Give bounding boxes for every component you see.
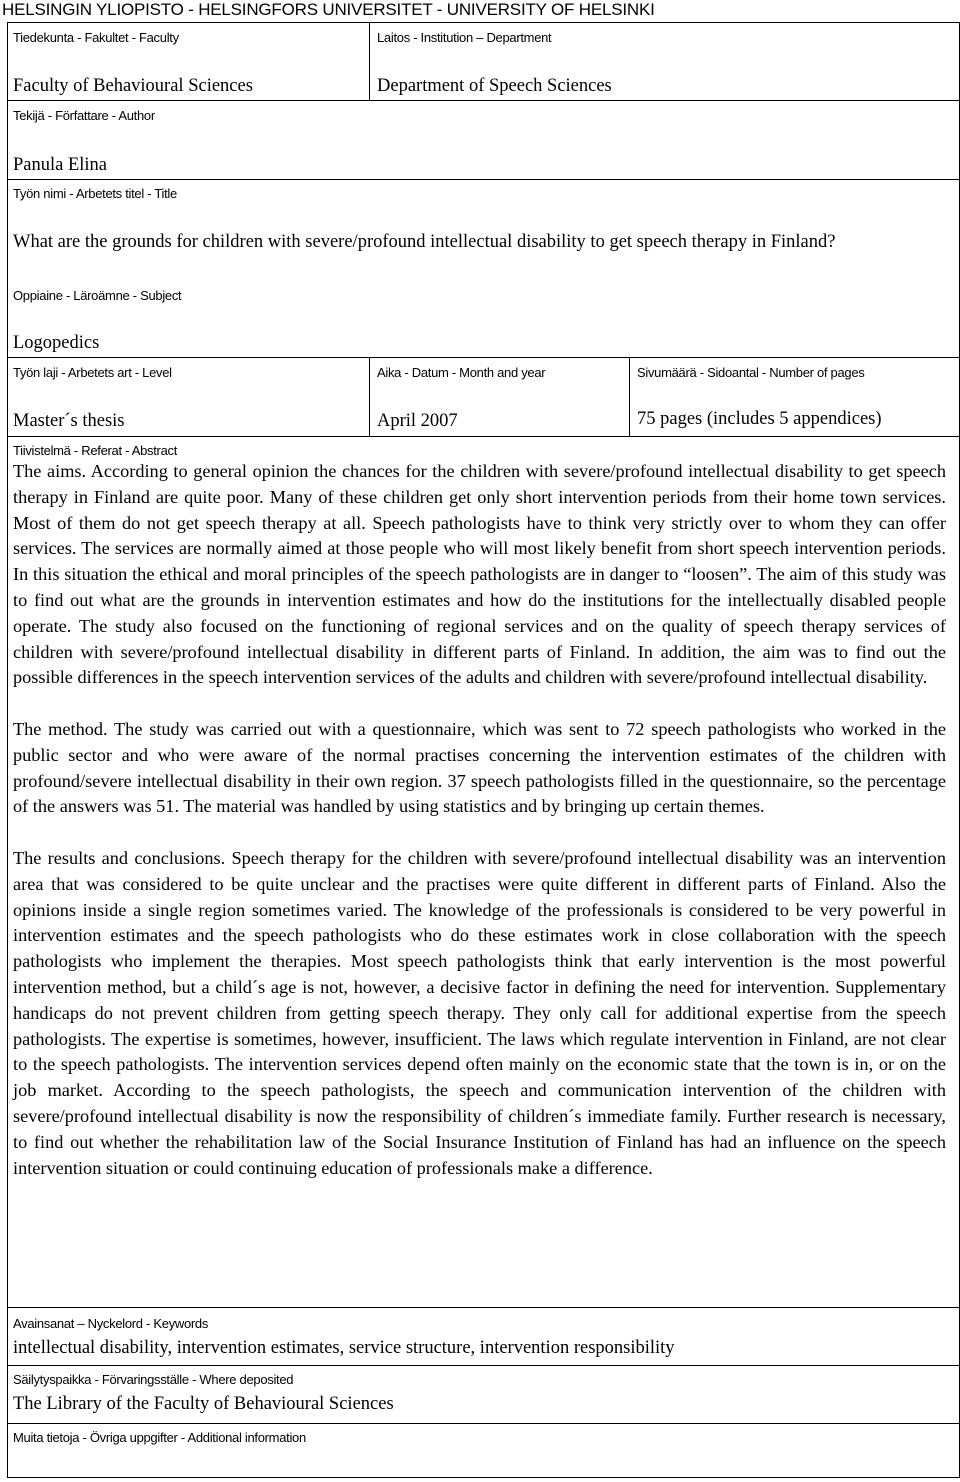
pages-label: Sivumäärä - Sidoantal - Number of pages — [637, 365, 865, 380]
author-value: Panula Elina — [13, 155, 108, 175]
divider-level-date — [369, 357, 370, 436]
abstract-paragraph-results: The results and conclusions. Speech therapy for the children with severe/profound intellectual disability was an intervention area that was considered to be quite unclear and the practises were quite different in different parts of Finland. Also the opinions inside a single region sometimes varied. The knowledge of the professionals is considered to be very powerful in intervention estimates and the speech pathologists who do these estimates work in close collaboration with the speech pathologists who implement the therapies. Most speech pathologists think that early intervention is the most powerful intervention method, but a child´s age is not, however, a decisive factor in defining the need for intervention. Supplementary handicaps do not prevent children from getting speech therapy. They only call for additional expertise from the speech pathologists. The expertise is sometimes, however, insufficient. The laws which regulate intervention in Finland, are not clear to the speech pathologists. The intervention services depend often mainly on the economic state that the town is in, or on the job market. According to the speech pathologists, the speech and communication intervention of the children with severe/profound intellectual disability is now the responsibility of children´s immediate family. Further research is necessary, to find out whether the rehabilitation law of the Social Insurance Institution of Finland has had an influence on the speech intervention situation or could continuing education of professionals make a difference. — [13, 847, 946, 1178]
author-label: Tekijä - Författare - Author — [13, 108, 155, 123]
abstract-paragraph-aims: The aims. According to general opinion the chances for the children with severe/profound intellectual disability to get speech therapy in Finland are quite poor. Many of these children get only short intervention periods from their home town services. Most of them do not get speech therapy at all. Speech pathologists have to think very strictly over to whom they can offer services. The services are normally aimed at those people who will most likely benefit from short speech intervention periods. In this situation the ethical and moral principles of the speech pathologists are in danger to “loosen”. The aim of this study was to find out what are the grounds in intervention estimates and how do the institutions for the intellectually disabled people operate. The study also focused on the functioning of regional services and on the quality of speech therapy services of children with severe/profound intellectual disability in different parts of Finland. In addition, the aim was to find out the possible differences in the speech intervention services of the adults and children with severe/profound intellectual disability. — [13, 461, 946, 688]
rule-top — [7, 22, 959, 23]
rule-author — [7, 100, 959, 101]
level-label: Työn laji - Arbetets art - Level — [13, 365, 172, 380]
rule-bottom — [7, 1477, 959, 1478]
department-value: Department of Speech Sciences — [377, 76, 612, 96]
keywords-value: intellectual disability, intervention estimates, service structure, intervention responsibility — [13, 1338, 675, 1358]
divider-date-pages — [629, 357, 630, 436]
rule-title — [7, 179, 959, 180]
rule-deposited — [7, 1365, 959, 1366]
pages-value: 75 pages (includes 5 appendices) — [637, 409, 882, 429]
abstract-paragraph-method: The method. The study was carried out with a questionnaire, which was sent to 72 speech pathologists who worked in the public sector and who were aware of the normal practises concerning the intervention estimates of the children with profound/severe intellectual disability in their own region. 37 speech pathologists filled in the questionnaire, so the percentage of the answers was 51. The material was handled by using statistics and by bringing up certain themes. — [13, 718, 946, 817]
additional-info-label: Muita tietoja - Övriga uppgifter - Additional information — [13, 1430, 306, 1445]
thesis-title: What are the grounds for children with severe/profound intellectual disability to get speech therapy in Finland? — [13, 232, 836, 252]
subject-value: Logopedics — [13, 333, 100, 353]
faculty-value: Faculty of Behavioural Sciences — [13, 76, 253, 96]
date-value: April 2007 — [377, 411, 458, 431]
department-label: Laitos - Institution – Department — [377, 30, 552, 45]
faculty-label: Tiedekunta - Fakultet - Faculty — [13, 30, 179, 45]
abstract-label: Tiivistelmä - Referat - Abstract — [13, 443, 178, 458]
divider-faculty-department — [369, 22, 370, 100]
rule-additional — [7, 1423, 959, 1424]
level-value: Master´s thesis — [13, 411, 125, 431]
university-header: HELSINGIN YLIOPISTO - HELSINGFORS UNIVERSITET - UNIVERSITY OF HELSINKI — [2, 0, 655, 19]
deposited-value: The Library of the Faculty of Behavioural Sciences — [13, 1394, 394, 1414]
deposited-label: Säilytyspaikka - Förvaringsställe - Where deposited — [13, 1372, 294, 1387]
abstract-body — [13, 459, 946, 1181]
rule-abstract — [7, 436, 959, 437]
rule-keywords — [7, 1307, 959, 1308]
title-label: Työn nimi - Arbetets titel - Title — [13, 186, 177, 201]
date-label: Aika - Datum - Month and year — [377, 365, 546, 380]
subject-label: Oppiaine - Läroämne - Subject — [13, 288, 182, 303]
rule-level — [7, 357, 959, 358]
keywords-label: Avainsanat – Nyckelord - Keywords — [13, 1316, 209, 1331]
